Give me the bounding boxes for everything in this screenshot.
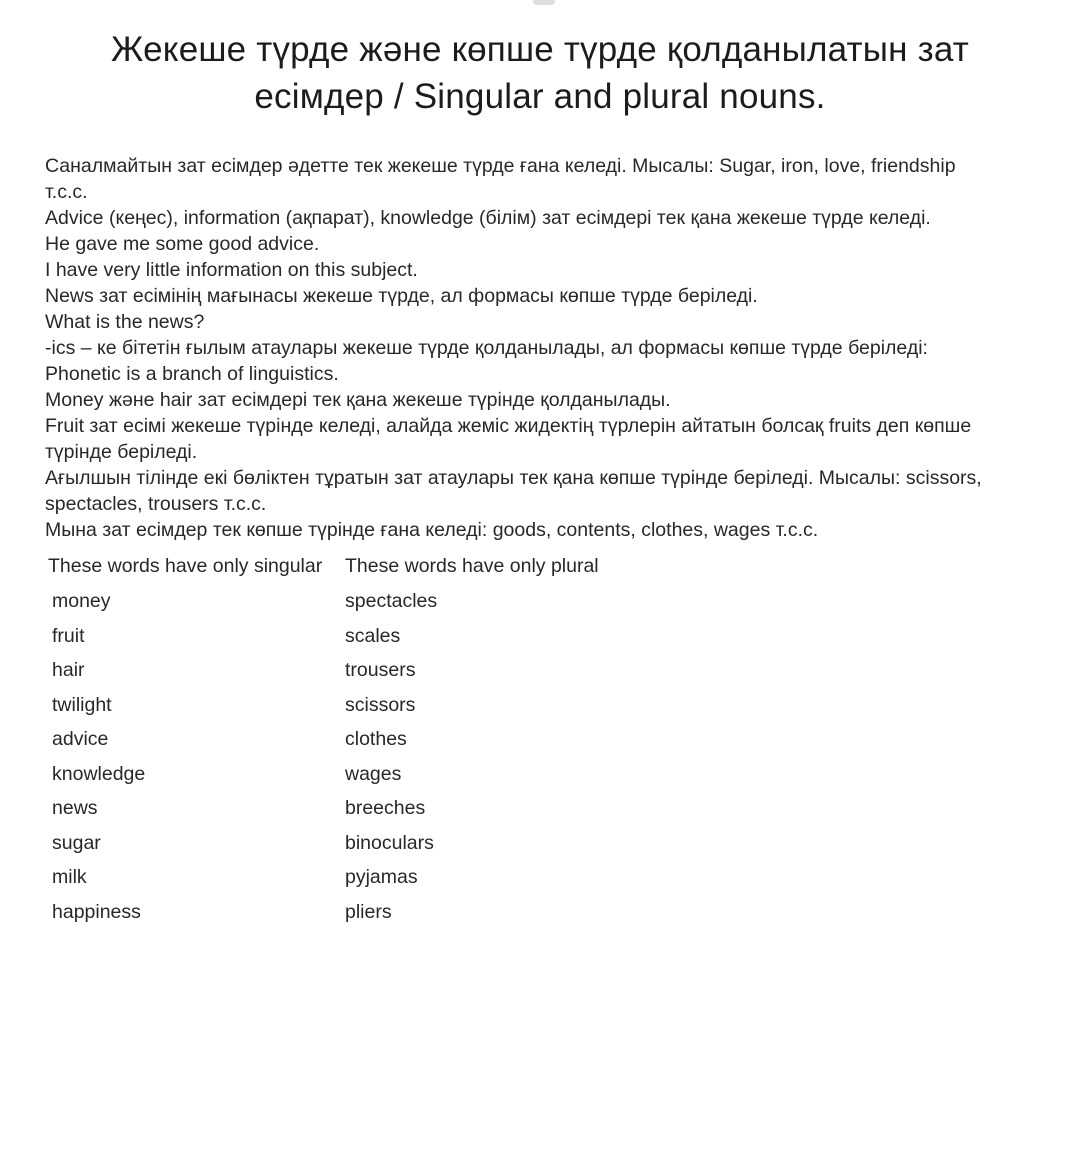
table-row <box>0 826 1080 861</box>
body-line: Phonetic is a branch of linguistics. <box>45 363 339 385</box>
table-row <box>0 895 1080 930</box>
body-line: Саналмайтын зат есімдер әдетте тек жекеше түрде ғана келеді. Мысалы: Sugar, iron, love, friendship <box>45 155 956 177</box>
body-line: Fruit зат есімі жекеше түрінде келеді, алайда жеміс жидектің түрлерін айтатын болсақ fruits деп көпше <box>45 415 972 437</box>
singular-word: milk <box>52 866 87 888</box>
singular-word: happiness <box>52 900 141 923</box>
body-line: He gave me some good advice. <box>45 233 320 255</box>
plural-word: wages <box>345 762 402 785</box>
body-line: spectacles, trousers т.с.с. <box>45 493 267 515</box>
body-line: News зат есімінің мағынасы жекеше түрде, ал формасы көпше түрде беріледі. <box>45 285 758 307</box>
singular-column-header: These words have only singular <box>48 555 323 577</box>
singular-word: money <box>52 590 111 612</box>
body-line: Money және hair зат есімдері тек қана жекеше түрінде қолданылады. <box>45 389 671 411</box>
page-title-line-1: Жекеше түрде және көпше түрде қолданылатын зат <box>111 30 969 69</box>
plural-word: spectacles <box>345 590 438 612</box>
plural-column-header: These words have only plural <box>345 555 599 577</box>
body-line: What is the news? <box>45 311 205 333</box>
plural-word: clothes <box>345 728 407 750</box>
table-header-row <box>0 553 1080 579</box>
plural-word: pyjamas <box>345 866 418 888</box>
singular-word: news <box>52 797 98 819</box>
body-text <box>45 153 1050 543</box>
body-line: Ағылшын тілінде екі бөліктен тұратын зат атаулары тек қана көпше түрінде беріледі. Мысалы: scissors, <box>45 467 982 489</box>
body-line: түрінде беріледі. <box>45 441 198 463</box>
word-table <box>0 553 1080 929</box>
body-line: т.с.с. <box>45 181 88 203</box>
singular-word: knowledge <box>52 762 146 785</box>
table-row <box>0 688 1080 723</box>
body-line: Advice (кеңес), information (ақпарат), knowledge (білім) зат есімдері тек қана жекеше түрде келеді. <box>45 207 931 229</box>
plural-word: scales <box>345 624 401 647</box>
plural-word: pliers <box>345 900 392 923</box>
table-row <box>0 584 1080 619</box>
table-row <box>0 722 1080 757</box>
plural-word: binoculars <box>345 831 434 854</box>
singular-word: twilight <box>52 693 112 716</box>
plural-word: scissors <box>345 693 416 716</box>
table-row <box>0 757 1080 792</box>
singular-word: fruit <box>52 624 85 647</box>
page-title-line-2: есімдер / Singular and plural nouns. <box>254 77 826 116</box>
table-row <box>0 619 1080 654</box>
table-row <box>0 791 1080 826</box>
page-title <box>0 26 1080 120</box>
singular-word: hair <box>52 659 85 681</box>
plural-word: breeches <box>345 797 426 819</box>
body-line: I have very little information on this subject. <box>45 259 418 281</box>
table-rows <box>0 584 1080 929</box>
table-row <box>0 860 1080 895</box>
body-line: -ics – ке бітетін ғылым атаулары жекеше түрде қолданылады, ал формасы көпше түрде беріледі: <box>45 337 928 359</box>
body-line: Мына зат есімдер тек көпше түрінде ғана келеді: goods, contents, clothes, wages т.с.с. <box>45 519 819 541</box>
table-row <box>0 653 1080 688</box>
plural-word: trousers <box>345 659 416 681</box>
singular-word: sugar <box>52 831 101 854</box>
singular-word: advice <box>52 728 109 750</box>
